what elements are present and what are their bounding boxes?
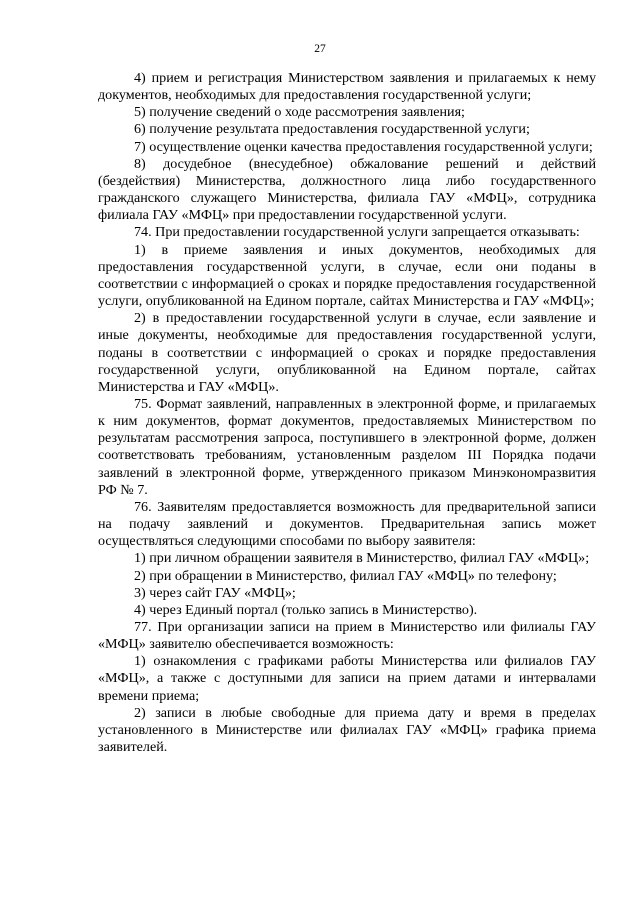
paragraph-item-8: 8) досудебное (внесудебное) обжалование решений и действий (бездействия) Министерства, должностного лица либо государственного гражданского служащего Министерства, филиала ГАУ «МФЦ», сотрудника филиала ГАУ «МФЦ» при предоставлении государственной услуги. xyxy=(98,155,596,224)
paragraph-77: 77. При организации записи на прием в Министерство или филиалы ГАУ «МФЦ» заявителю обеспечивается возможность: xyxy=(98,619,596,653)
paragraph-76-item-3: 3) через сайт ГАУ «МФЦ»; xyxy=(134,584,296,601)
paragraph-76: 76. Заявителям предоставляется возможность для предварительной записи на подачу заявлений и документов. Предварительная запись может осуществляться следующими способами по выбору заявителя: xyxy=(98,498,596,550)
paragraph-77-item-1: 1) ознакомления с графиками работы Министерства или филиалов ГАУ «МФЦ», а также с доступными для записи на прием датами и интервалами времени приема; xyxy=(98,653,596,704)
paragraph-item-4: 4) прием и регистрация Министерством заявления и прилагаемых к нему документов, необходимых для предоставления государственной услуги; xyxy=(98,70,596,104)
paragraph-74: 74. При предоставлении государственной услуги запрещается отказывать: xyxy=(134,224,580,241)
paragraph-76-item-1: 1) при личном обращении заявителя в Министерство, филиал ГАУ «МФЦ»; xyxy=(134,550,590,567)
paragraph-75: 75. Формат заявлений, направленных в электронной форме, и прилагаемых к ним документов, формат документов, предоставляемых Министерством по результатам рассмотрения запроса, поступившего в электронной форме, должен соответствовать требованиям, установленным разделом III Порядка подачи заявлений в электронной форме, утвержденного приказом Минэкономразвития РФ № 7. xyxy=(98,395,596,498)
paragraph-74-item-2: 2) в предоставлении государственной услуги в случае, если заявление и иные документы, необходимые для предоставления государственной услуги, поданы в соответствии с информацией о сроках и порядке предоставления государственной услуги, опубликованной на Едином портале, сайтах Министерства и ГАУ «МФЦ». xyxy=(98,310,596,395)
paragraph-item-6: 6) получение результата предоставления государственной услуги; xyxy=(134,121,530,138)
paragraph-item-7: 7) осуществление оценки качества предоставления государственной услуги; xyxy=(134,138,593,155)
paragraph-76-item-2: 2) при обращении в Министерство, филиал ГАУ «МФЦ» по телефону; xyxy=(134,567,557,584)
page-number: 27 xyxy=(314,43,326,55)
paragraph-item-5: 5) получение сведений о ходе рассмотрения заявления; xyxy=(134,104,465,121)
document-body xyxy=(98,70,596,756)
paragraph-76-item-4: 4) через Единый портал (только запись в Министерство). xyxy=(134,601,478,618)
paragraph-77-item-2: 2) записи в любые свободные для приема дату и время в пределах установленного в Министерстве или филиалах ГАУ «МФЦ» графика приема заявителей. xyxy=(98,704,596,756)
paragraph-74-item-1: 1) в приеме заявления и иных документов, необходимых для предоставления государственной услуги, в случае, если они поданы в соответствии с информацией о сроках и порядке предоставления государственной услуги, опубликованной на Едином портале, сайтах Министерства и ГАУ «МФЦ»; xyxy=(98,241,596,310)
